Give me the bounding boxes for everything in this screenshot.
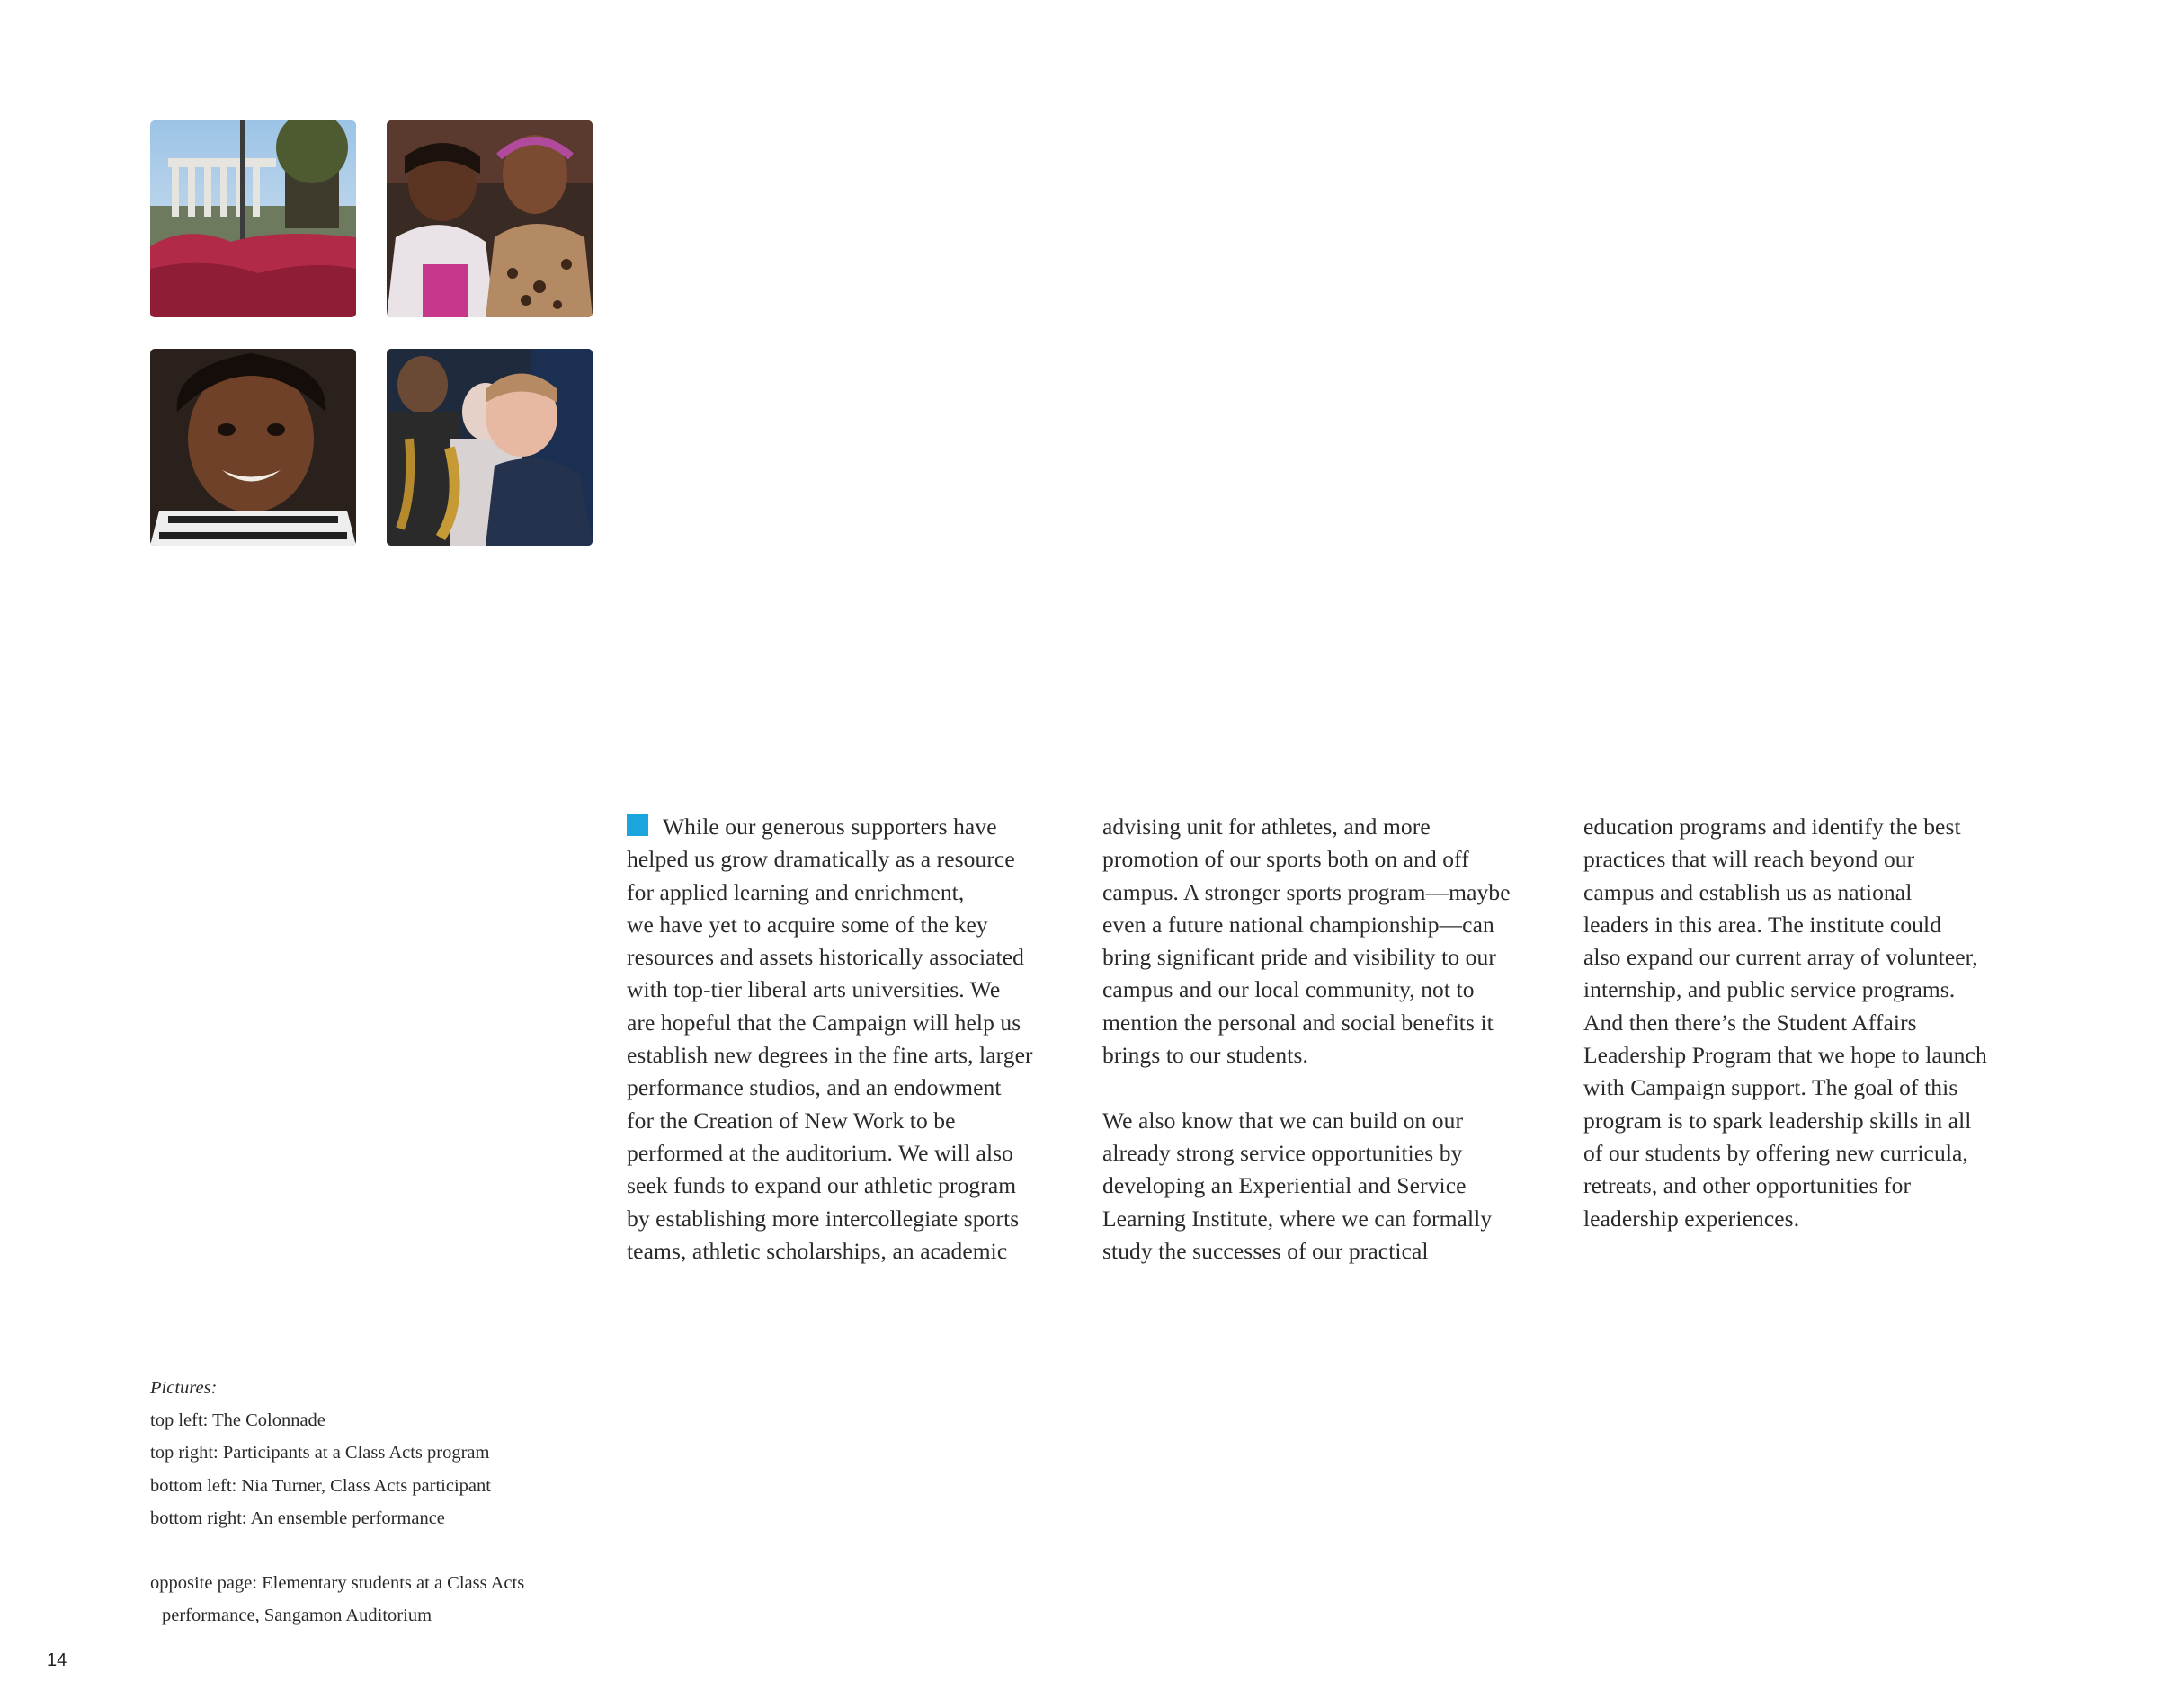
body-column-3 (1583, 811, 2051, 1235)
body-column-2 (1102, 811, 1561, 1268)
nia-turner-photo (150, 349, 356, 546)
caption-top-right: top right: Participants at a Class Acts program (150, 1443, 490, 1463)
body-column-1 (627, 811, 1085, 1268)
paragraph: education programs and identify the best practices that will reach beyond our campus and establish us as national leaders in this area. The institute could also expand our current array of volunteer, internship, and public service programs. And then there’s the Student Affairs Leadership Program that we hope to launch with Campaign support. The goal of this program is to spark leadership skills in all of our students by offering new curricula, retreats, and other opportunities for leadership experiences. (1583, 814, 1987, 1232)
caption-opposite-page-cont: performance, Sangamon Auditorium (162, 1606, 432, 1626)
paragraph: While our generous supporters have helped us grow dramatically as a resource for applied learning and enrichment, we have yet to acquire some of the key resources and assets historically associated with top-tier liberal arts universities. We are hopeful that the Campaign will help us establish new degrees in the fine arts, larger performance studios, and an endowment for the Creation of New Work to be performed at the auditorium. We will also seek funds to expand our athletic program by establishing more intercollegiate sports teams, athletic scholarships, an academic (627, 814, 1033, 1264)
caption-bottom-left: bottom left: Nia Turner, Class Acts participant (150, 1475, 491, 1496)
class-acts-participants-photo (387, 120, 593, 317)
caption-opposite-page: opposite page: Elementary students at a Class Acts (150, 1573, 525, 1594)
paragraph: We also know that we can build on our already strong service opportunities by developing an Experiential and Service Learning Institute, where we can formally study the successes of our practical (1102, 1107, 1493, 1264)
photo-captions (150, 1372, 524, 1632)
ensemble-performance-photo (387, 349, 593, 546)
blue-square-marker-icon (627, 814, 648, 836)
colonnade-photo (150, 120, 356, 317)
captions-heading: Pictures: (150, 1378, 218, 1398)
caption-top-left: top left: The Colonnade (150, 1410, 325, 1431)
page-number: 14 (47, 1650, 67, 1670)
caption-bottom-right: bottom right: An ensemble performance (150, 1508, 445, 1528)
paragraph: advising unit for athletes, and more promotion of our sports both on and off campus. A stronger sports program—maybe even a future national championship—can bring significant pride and visibility to our campus and our local community, not to mention the personal and social benefits it brings to our students. (1102, 814, 1511, 1069)
